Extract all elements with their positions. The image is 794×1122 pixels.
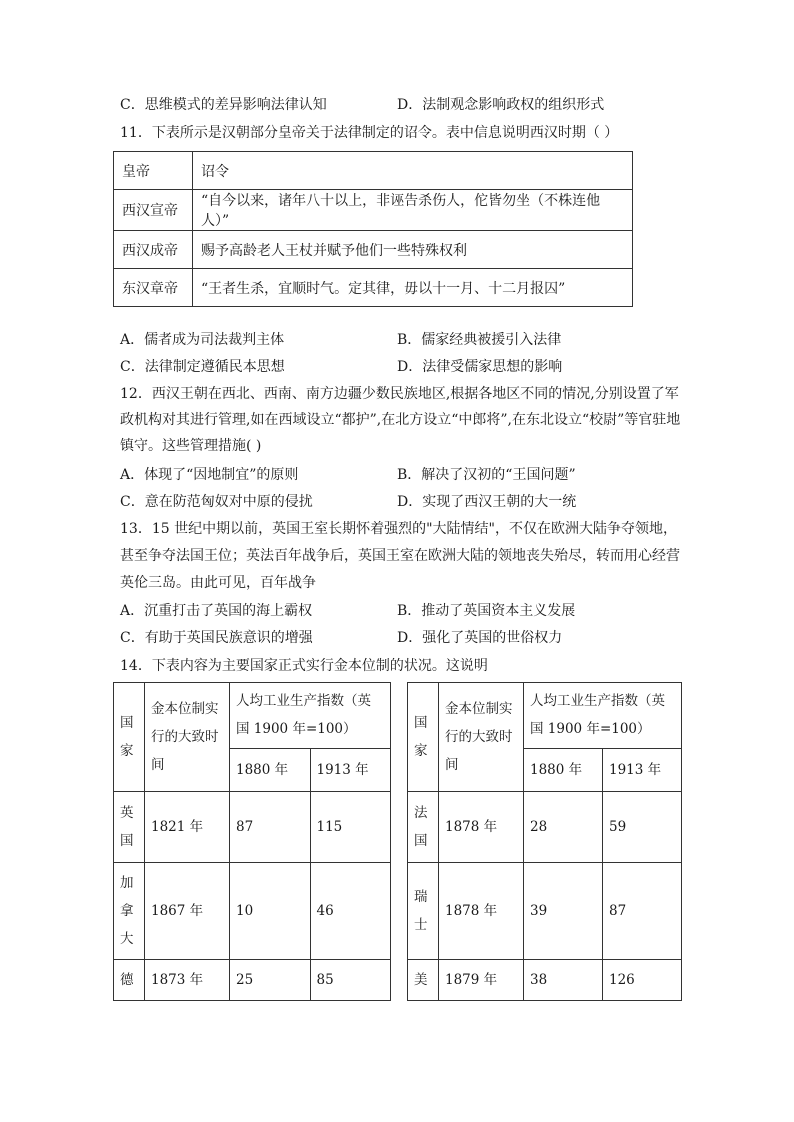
table-row (114, 269, 633, 307)
q13-stem-line1: 13．15 世纪中期以前，英国王室长期怀着强烈的"大陆情结"，不仅在欧洲大陆争夺领地， (120, 521, 677, 537)
header-1880: 1880 年 (230, 748, 311, 791)
q12-option-d: D．实现了西汉王朝的大一统 (397, 494, 577, 510)
q11-edict-table (113, 151, 633, 307)
header-1913: 1913 年 (603, 748, 682, 791)
table-row (114, 190, 633, 231)
year-cell: 1879 年 (439, 960, 524, 1001)
q14-stem: 14．下表内容为主要国家正式实行金本位制的状况。这说明 (120, 658, 488, 674)
q11-option-a: A．儒者成为司法裁判主体 (120, 332, 285, 348)
q13-stem-line2: 甚至争夺法国王位；英法百年战争后，英国王室在欧洲大陆的领地丧失殆尽，转而用心经营 (120, 548, 680, 564)
value-1913-cell: 126 (603, 960, 682, 1001)
q11-option-b: B．儒家经典被援引入法律 (397, 332, 562, 348)
value-1913-cell: 46 (310, 863, 391, 960)
value-1913-cell: 59 (603, 792, 682, 863)
q11-stem: 11．下表所示是汉朝部分皇帝关于法律制定的诏令。表中信息说明西汉时期（ ） (120, 125, 619, 141)
q10-option-c: C．思维模式的差异影响法律认知 (120, 97, 327, 113)
country-cell: 法 国 (408, 792, 439, 863)
value-1880-cell: 10 (230, 863, 311, 960)
country-cell: 加 拿 大 (114, 863, 145, 960)
q11-option-c: C．法律制定遵循民本思想 (120, 359, 285, 375)
q11-option-d: D．法律受儒家思想的影响 (397, 359, 563, 375)
q12-option-c: C．意在防范匈奴对中原的侵扰 (120, 494, 313, 510)
country-cell: 瑞 士 (408, 863, 439, 960)
q12-stem-line1: 12．西汉王朝在西北、西南、南方边疆少数民族地区,根据各地区不同的情况,分别设置了军 (120, 386, 679, 402)
header-industrial-index: 人均工业生产指数（英 国 1900 年=100） (524, 683, 682, 749)
q12-stem-line3: 镇守。这些管理措施( ) (120, 438, 262, 454)
table-row (114, 152, 633, 190)
year-cell: 1867 年 (145, 863, 230, 960)
header-emperor: 皇帝 (114, 152, 193, 190)
table-row (114, 863, 391, 960)
year-cell: 1873 年 (145, 960, 230, 1001)
table-row (408, 863, 682, 960)
emperor-cell: 东汉章帝 (114, 269, 193, 307)
country-cell: 美 (408, 960, 439, 1001)
q13-option-b: B．推动了英国资本主义发展 (397, 603, 576, 619)
table-header-row (408, 683, 682, 749)
header-1913: 1913 年 (310, 748, 391, 791)
value-1913-cell: 85 (310, 960, 391, 1001)
edict-cell: “自今以来，诸年八十以上，非诬告杀伤人，佗皆勿坐（不株连他人）” (193, 190, 633, 231)
gold-standard-table-left (113, 682, 391, 1001)
header-country: 国 家 (408, 683, 439, 792)
year-cell: 1878 年 (439, 792, 524, 863)
table-row (408, 792, 682, 863)
table-row (114, 792, 391, 863)
value-1913-cell: 115 (310, 792, 391, 863)
q12-option-a: A．体现了“因地制宜”的原则 (120, 467, 299, 483)
table-header-row (114, 683, 391, 749)
q12-stem-line2: 政机构对其进行管理,如在西域设立“都护”,在北方设立“中郎将”,在东北设立“校尉”等官驻地 (120, 412, 681, 428)
header-1880: 1880 年 (524, 748, 603, 791)
year-cell: 1878 年 (439, 863, 524, 960)
emperor-cell: 西汉宣帝 (114, 190, 193, 231)
country-cell: 英 国 (114, 792, 145, 863)
q13-option-d: D．强化了英国的世俗权力 (397, 630, 563, 646)
q13-option-a: A．沉重打击了英国的海上霸权 (120, 603, 313, 619)
value-1880-cell: 39 (524, 863, 603, 960)
edict-cell: 赐予高龄老人王杖并赋予他们一些特殊权利 (193, 231, 633, 269)
value-1880-cell: 87 (230, 792, 311, 863)
country-cell: 德 (114, 960, 145, 1001)
year-cell: 1821 年 (145, 792, 230, 863)
q12-option-b: B．解决了汉初的“王国问题” (397, 467, 576, 483)
emperor-cell: 西汉成帝 (114, 231, 193, 269)
header-adoption-time: 金本位制实 行的大致时 间 (145, 683, 230, 792)
header-adoption-time: 金本位制实 行的大致时 间 (439, 683, 524, 792)
q13-stem-line3: 英伦三岛。由此可见，百年战争 (120, 575, 316, 591)
value-1880-cell: 25 (230, 960, 311, 1001)
header-edict: 诏令 (193, 152, 633, 190)
table-row (114, 960, 391, 1001)
value-1880-cell: 28 (524, 792, 603, 863)
header-country: 国 家 (114, 683, 145, 792)
table-row (114, 231, 633, 269)
table-row (408, 960, 682, 1001)
value-1880-cell: 38 (524, 960, 603, 1001)
q13-option-c: C．有助于英国民族意识的增强 (120, 630, 313, 646)
value-1913-cell: 87 (603, 863, 682, 960)
header-industrial-index: 人均工业生产指数（英 国 1900 年=100） (230, 683, 391, 749)
gold-standard-table-right (407, 682, 682, 1001)
q10-option-d: D．法制观念影响政权的组织形式 (397, 97, 605, 113)
edict-cell: “王者生杀，宜顺时气。定其律，毋以十一月、十二月报囚” (193, 269, 633, 307)
